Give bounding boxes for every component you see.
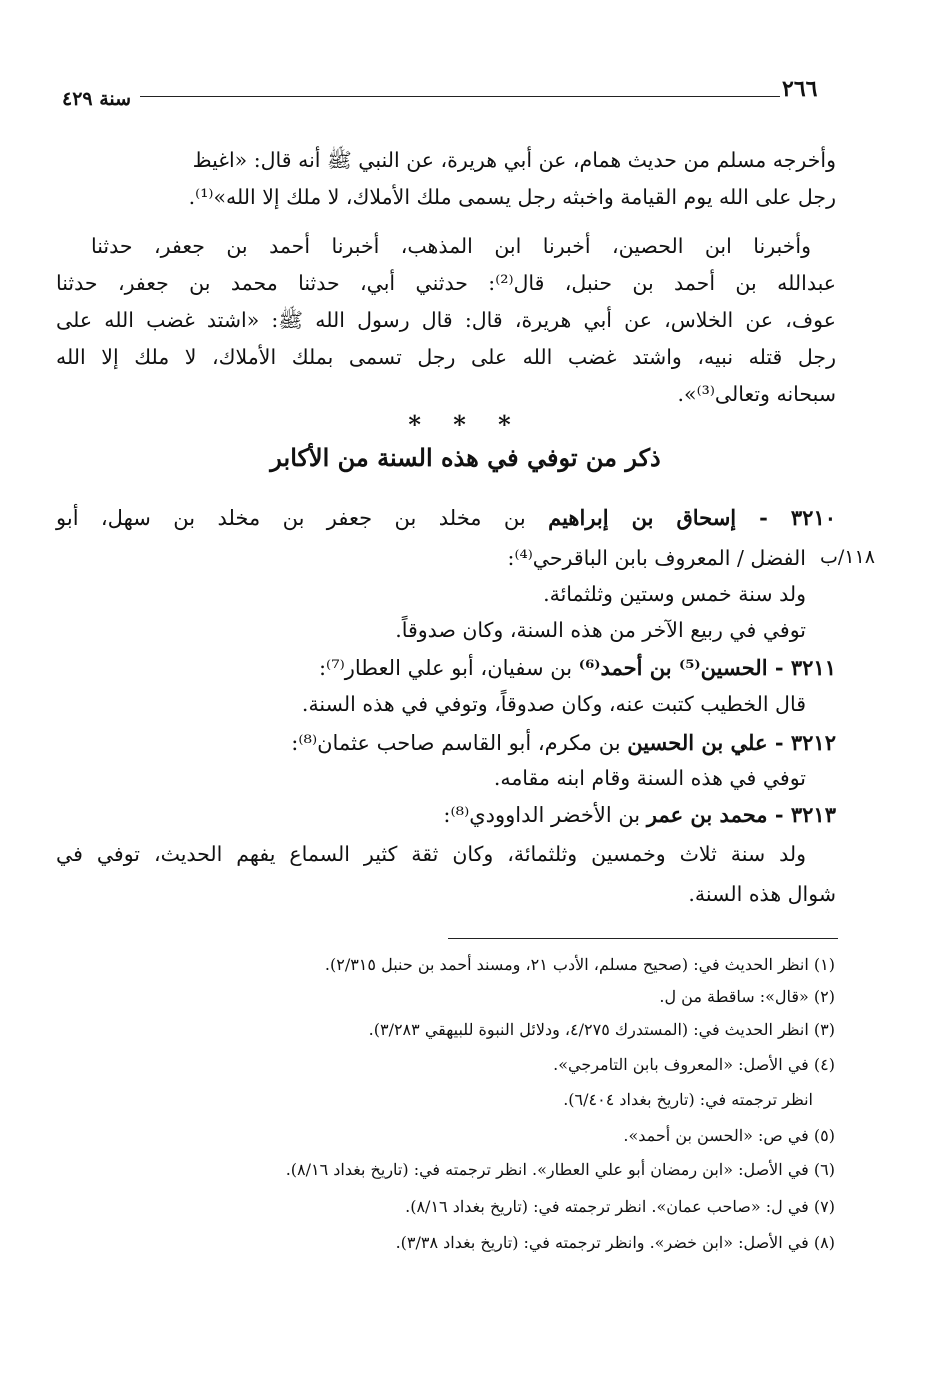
paragraph-2-line-1: وأخبرنا ابن الحصين، أخبرنا ابن المذهب، أخبرنا أحمد بن جعفر، حدثنا <box>91 234 811 258</box>
footnote-7: (٧) في ل: «صاحب عمان». انظر ترجمته في: (تاريخ بغداد ٨/١٦). <box>405 1197 835 1216</box>
entry-3211-line-2: قال الخطيب كتبت عنه، وكان صدوقاً، وتوفي في هذه السنة. <box>301 692 806 716</box>
entry-3210-line-3: ولد سنة خمس وستين وثلثمائة. <box>543 582 806 606</box>
entry-lineage: بن الأخضر الداوودي⁽⁸⁾: <box>443 803 641 827</box>
entry-number: ٣٢١٢ <box>790 730 836 755</box>
entry-3210-line-1: ٣٢١٠ - إسحاق بن إبراهيم بن مخلد بن جعفر بن مخلد بن سهل، أبو <box>56 505 837 530</box>
entry-number: ٣٢١٠ <box>790 505 837 530</box>
footnote-8: (٨) في الأصل: «ابن خضر». وانظر ترجمته في: (تاريخ بغداد ٣/٣٨). <box>395 1233 835 1252</box>
entry-name: الحسين⁽⁵⁾ بن أحمد⁽⁶⁾ <box>578 655 768 680</box>
entry-name: إسحاق بن إبراهيم <box>548 505 737 530</box>
entry-3210-line-4: توفي في ربيع الآخر من هذه السنة، وكان صدوقاً. <box>395 618 806 642</box>
section-title: ذكر من توفي في هذه السنة من الأكابر <box>270 443 661 472</box>
entry-lineage: بن سفيان، أبو علي العطار⁽⁷⁾: <box>318 656 573 680</box>
entry-lineage: بن مكرم، أبو القاسم صاحب عثمان⁽⁸⁾: <box>291 731 621 755</box>
entry-number: ٣٢١١ <box>790 655 836 680</box>
footnote-5: (٥) في ص: «الحسن بن أحمد». <box>623 1126 835 1145</box>
entry-3212-line-2: توفي في هذه السنة وقام ابنه مقامه. <box>493 766 806 790</box>
entry-3213-line-3: شوال هذه السنة. <box>688 882 836 906</box>
footnote-1: (١) انظر الحديث في: (صحيح مسلم، الأدب ٢١، ومسند أحمد بن حنبل ٢/٣١٥). <box>324 955 835 974</box>
entry-lineage: بن مخلد بن جعفر بن مخلد بن سهل، أبو <box>56 506 526 530</box>
footnote-4: (٤) في الأصل: «المعروف بابن التامرجي». <box>553 1055 835 1074</box>
paragraph-1-line-1: وأخرجه مسلم من حديث همام، عن أبي هريرة، عن النبي ﷺ أنه قال: «اغيظ <box>192 148 836 172</box>
entry-name: علي بن الحسين <box>627 730 768 755</box>
entry-3211-line-1: ٣٢١١ - الحسين⁽⁵⁾ بن أحمد⁽⁶⁾ بن سفيان، أبو علي العطار⁽⁷⁾: <box>318 655 836 680</box>
footnote-3: (٣) انظر الحديث في: (المستدرك ٤/٢٧٥، ودلائل النبوة للبيهقي ٣/٢٨٣). <box>368 1020 835 1039</box>
footnote-4-continuation: انظر ترجمته في: (تاريخ بغداد ٦/٤٠٤). <box>563 1090 813 1109</box>
manuscript-folio-note: ١١٨/ب <box>820 546 875 568</box>
footnote-rule <box>448 938 838 939</box>
footnote-2: (٢) «قال»: ساقطة من ل. <box>659 987 835 1006</box>
header-rule <box>140 96 780 97</box>
footnote-6: (٦) في الأصل: «ابن رمضان أبو علي العطار». انظر ترجمته في: (تاريخ بغداد ٨/١٦). <box>285 1160 835 1179</box>
paragraph-1-line-2: رجل على الله يوم القيامة واخبثه رجل يسمى ملك الأملاك، لا ملك إلا الله»⁽¹⁾. <box>188 185 836 209</box>
entry-3212-line-1: ٣٢١٢ - علي بن الحسين بن مكرم، أبو القاسم صاحب عثمان⁽⁸⁾: <box>291 730 836 755</box>
paragraph-2-line-5: سبحانه وتعالى⁽³⁾». <box>677 382 836 406</box>
paragraph-2-line-2: عبدالله بن أحمد بن حنبل، قال⁽²⁾: حدثني أبي، حدثنا محمد بن جعفر، حدثنا <box>56 271 836 295</box>
paragraph-2-line-4: رجل قتله نبيه، واشتد غضب الله على رجل تسمى بملك الأملاك، لا ملك إلا الله <box>56 345 836 369</box>
section-separator: * * * <box>408 410 523 439</box>
running-head-year: سنة ٤٢٩ <box>62 88 132 110</box>
entry-name: محمد بن عمر <box>646 802 768 827</box>
entry-3213-line-1: ٣٢١٣ - محمد بن عمر بن الأخضر الداوودي⁽⁸⁾: <box>443 802 836 827</box>
page-number: ٢٦٦ <box>782 76 818 102</box>
entry-3210-line-2: الفضل / المعروف بابن الباقرحي⁽⁴⁾: <box>507 546 806 570</box>
paragraph-2-line-3: عوف، عن الخلاس، عن أبي هريرة، قال: قال رسول الله ﷺ: «اشتد غضب الله على <box>56 308 836 332</box>
entry-number: ٣٢١٣ <box>790 802 836 827</box>
entry-3213-line-2: ولد سنة ثلاث وخمسين وثلثمائة، وكان ثقة كثير السماع يفهم الحديث، توفي في <box>56 842 806 866</box>
